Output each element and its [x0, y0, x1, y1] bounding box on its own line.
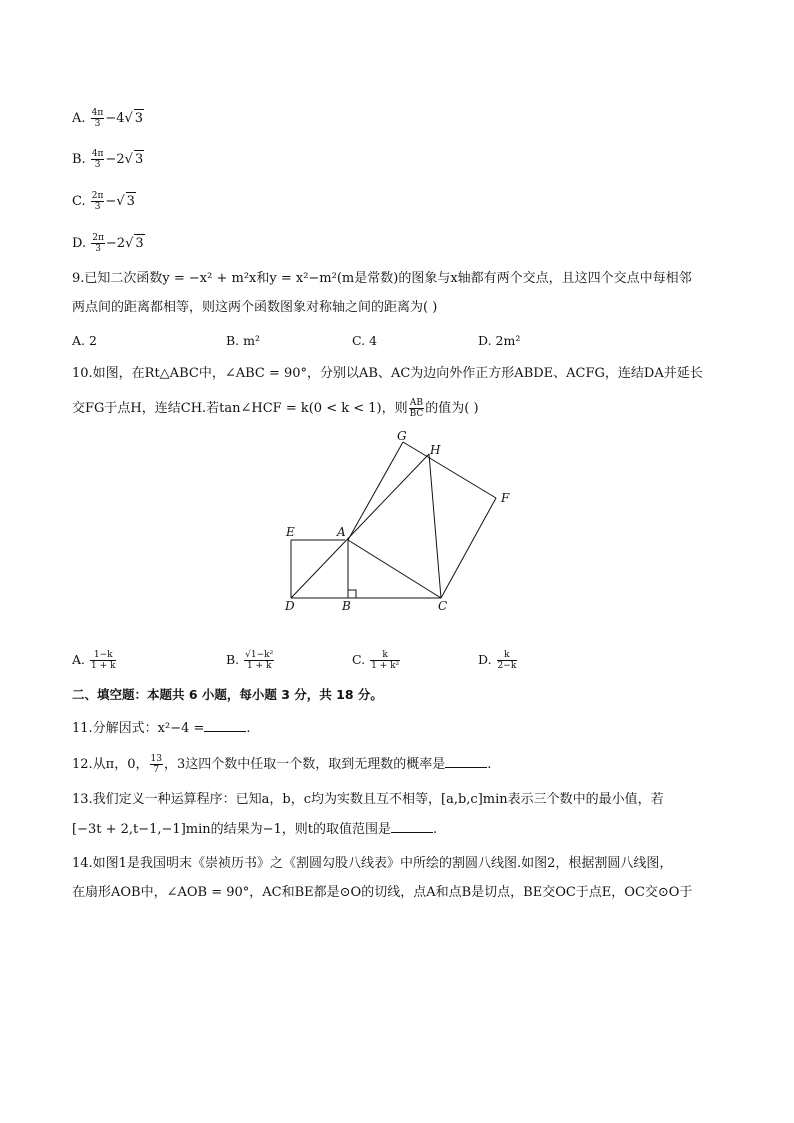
label-D: D	[285, 599, 295, 613]
segment-FC	[441, 498, 496, 598]
fraction: $\frac{AB}{BC}$	[409, 398, 424, 419]
fraction: $\frac{4\pi}{3}$	[91, 149, 104, 170]
fraction: $\frac{13}{7}$	[150, 754, 162, 775]
geometry-figure	[278, 428, 528, 618]
segment-DH	[291, 454, 429, 598]
section-title: 二、填空题：本题共 6 小题，每小题 3 分，共 18 分。	[72, 687, 383, 702]
q13-text-line2: [−3t + 2,t−1,−1]min的结果为−1，则t的取值范围是 .	[72, 822, 438, 837]
label-H: H	[430, 443, 441, 457]
q11-text: 11.分解因式：x²−4 = .	[72, 721, 251, 736]
q8-option-d: D. $\frac{2\pi}{3}$ −2√ 3	[72, 233, 144, 254]
segment-HC	[429, 454, 441, 598]
segment-AC	[348, 540, 441, 598]
q14-text-line2: 在扇形AOB中，∠AOB = 90°，AC和BE都是⊙O的切线，点A和点B是切点，BE交OC于点E，OC交⊙O于	[72, 885, 693, 900]
fraction: $\frac{k}{\text{1 + k²}}$	[371, 650, 400, 671]
label-B: B	[342, 599, 351, 613]
answer-blank	[391, 820, 433, 833]
q10-text-line1: 10.如图，在Rt△ABC中，∠ABC = 90°，分别以AB、AC为边向外作正方形ABDE、ACFG，连结DA并延长	[72, 366, 703, 381]
q9-option-b: B. m²	[226, 333, 260, 348]
fraction: $\frac{2\pi}{3}$	[92, 233, 104, 254]
q10-option-a: A. $\frac{1-k}{1 + k}$	[72, 650, 116, 671]
q9-text-line2: 两点间的距离都相等，则这两个函数图象对称轴之间的距离为( )	[72, 300, 438, 315]
q10-option-c: C. $\frac{k}{\text{1 + k²}}$	[352, 650, 400, 671]
q8-option-b: B. $\frac{4\pi}{3}$ −2√ 3	[72, 149, 144, 170]
label-G: G	[397, 429, 407, 443]
fraction: $\frac{\text{√1−k²}}{1 + k}$	[245, 650, 274, 671]
q9-option-c: C. 4	[352, 333, 378, 348]
q9-option-a: A. 2	[72, 333, 97, 348]
right-angle-mark	[348, 590, 356, 598]
answer-blank	[445, 755, 487, 768]
q8-option-a: A. $\frac{4\pi}{3}$ −4√ 3	[72, 108, 144, 129]
fraction: $\frac{4\pi}{3}$	[91, 108, 104, 129]
q12-text: 12.从π，0， $\frac{13}{7}$ ，3这四个数中任取一个数，取到无理数的概率是 .	[72, 754, 492, 775]
segment-AG	[348, 442, 403, 540]
label-C: C	[438, 599, 448, 613]
q9-text-line1: 9.已知二次函数y = −x² + m²x和y = x²−m²(m是常数)的图象与x轴都有两个交点，且这四个交点中每相邻	[72, 271, 692, 286]
label-F: F	[501, 491, 510, 505]
q14-text-line1: 14.如图1是我国明末《崇祯历书》之《割圆勾股八线表》中所绘的割圆八线图.如图2，根据割圆八线图，	[72, 856, 673, 871]
fraction: $\frac{k}{2-k}$	[497, 650, 517, 671]
label-A: A	[337, 525, 346, 539]
answer-blank	[204, 719, 246, 732]
q8-option-c: C. $\frac{2\pi}{3}$ −√ 3	[72, 191, 135, 212]
fraction: $\frac{2\pi}{3}$	[91, 191, 104, 212]
fraction: $\frac{1-k}{1 + k}$	[91, 650, 116, 671]
q13-text-line1: 13.我们定义一种运算程序：已知a，b，c均为实数且互不相等，[a,b,c]min表示三个数中的最小值，若	[72, 792, 664, 807]
q10-option-b: B. $\frac{\text{√1−k²}}{1 + k}$	[226, 650, 274, 671]
segment-GF	[403, 442, 496, 498]
q10-text-line2: 交FG于点H，连结CH.若tan∠HCF = k(0 < k < 1)，则 $\frac{AB}{BC}$ 的值为( )	[72, 398, 479, 419]
q10-option-d: D. $\frac{k}{2-k}$	[478, 650, 517, 671]
label-E: E	[286, 525, 295, 539]
q9-option-d: D. 2m²	[478, 333, 521, 348]
